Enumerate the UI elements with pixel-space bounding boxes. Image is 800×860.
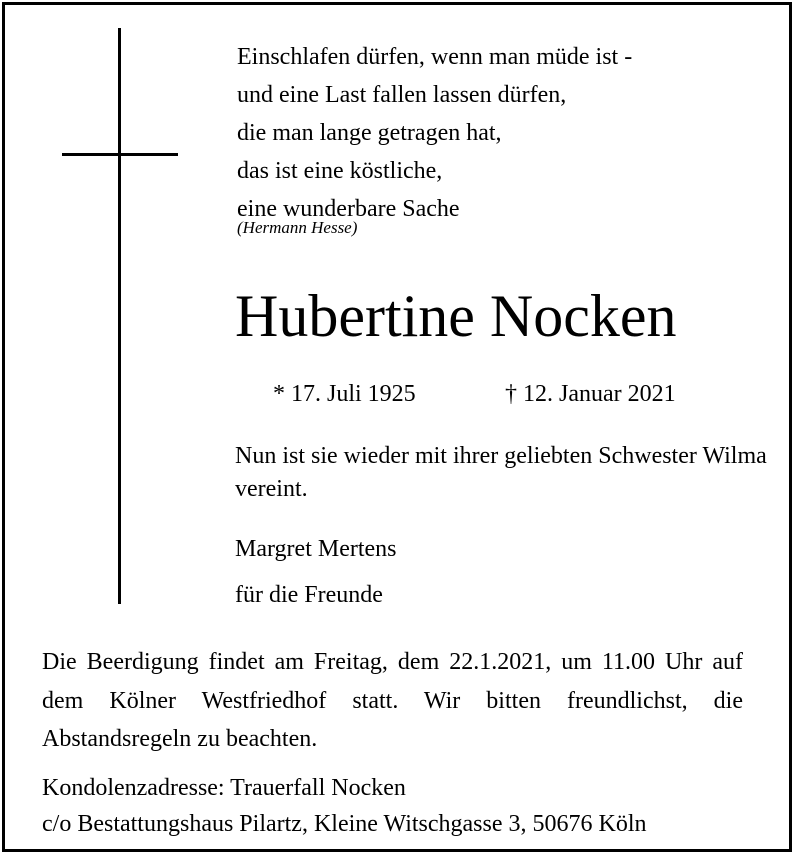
poem-line: das ist eine köstliche, <box>237 158 443 184</box>
poem-author: (Hermann Hesse) <box>237 218 358 237</box>
poem <box>237 38 632 228</box>
memorial-message: Nun ist sie wieder mit ihrer geliebten Schwester Wilma vereint. <box>235 443 767 502</box>
death-date: † 12. Januar 2021 <box>505 381 676 407</box>
condolence-line: Kondolenzadresse: Trauerfall Nocken <box>42 775 406 801</box>
condolence-address <box>42 770 647 842</box>
signer-name: Margret Mertens <box>235 536 397 562</box>
cross-icon-horizontal <box>62 153 178 156</box>
signer-note: für die Freunde <box>235 582 383 608</box>
poem-line: und eine Last fallen lassen dürfen, <box>237 82 567 108</box>
funeral-notice: Die Beerdigung findet am Freitag, dem 22.1.2021, um 11.00 Uhr auf dem Kölner Westfriedhof statt. Wir bitten freundlichst, die Abstandsregeln zu beachten. <box>42 649 743 752</box>
poem-line: Einschlafen dürfen, wenn man müde ist - <box>237 44 633 70</box>
cross-icon-vertical <box>118 28 121 604</box>
birth-date: * 17. Juli 1925 <box>273 381 416 407</box>
deceased-name: Hubertine Nocken <box>235 283 677 349</box>
poem-line: eine wunderbare Sache <box>237 196 460 222</box>
condolence-line: c/o Bestattungshaus Pilartz, Kleine Witschgasse 3, 50676 Köln <box>42 811 647 837</box>
poem-line: die man lange getragen hat, <box>237 120 502 146</box>
